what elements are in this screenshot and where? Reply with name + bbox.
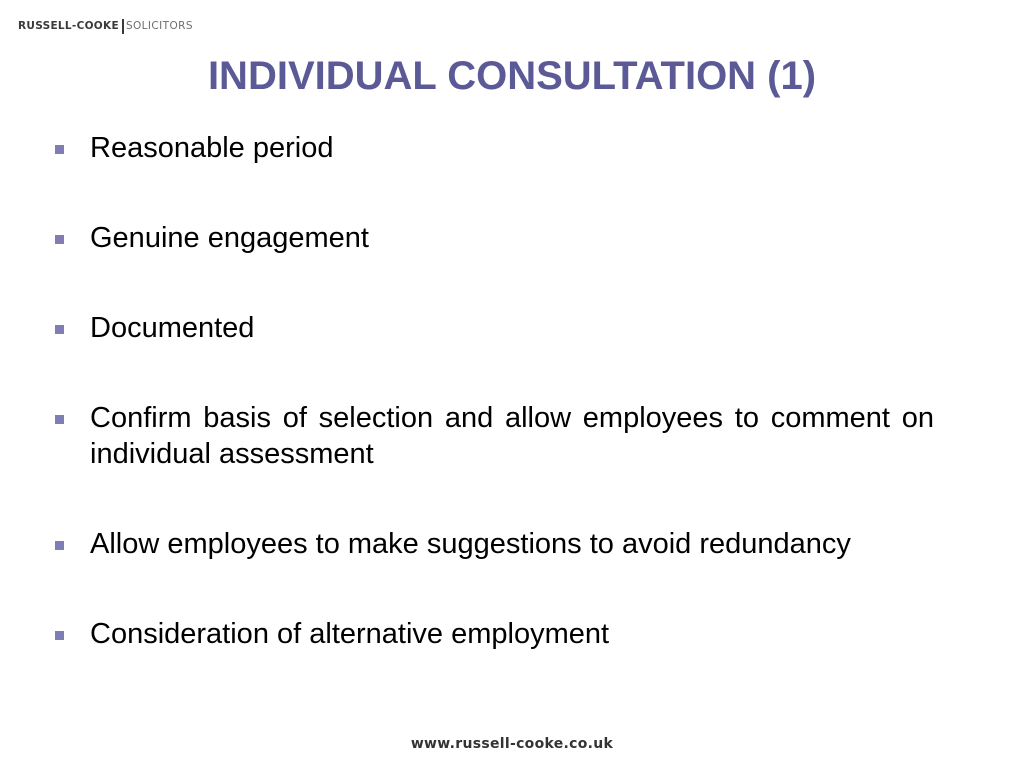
square-bullet-icon	[55, 145, 64, 154]
bullet-text: Genuine engagement	[90, 222, 369, 254]
bullet-item	[52, 220, 934, 256]
slide-title: INDIVIDUAL CONSULTATION (1)	[207, 54, 817, 98]
square-bullet-icon	[55, 631, 64, 640]
bullet-item	[52, 130, 934, 166]
square-bullet-icon	[55, 541, 64, 550]
bullet-item	[52, 400, 934, 472]
bullet-list	[52, 130, 934, 706]
bullet-item	[52, 526, 934, 562]
square-bullet-icon	[55, 415, 64, 424]
bullet-item	[52, 310, 934, 346]
bullet-text: Confirm basis of selection and allow employees to comment on individual assessment	[90, 402, 934, 470]
bullet-text: Documented	[90, 312, 255, 344]
logo-firm-type: SOLICITORS	[125, 20, 193, 32]
logo-firm-name: RUSSELL-COOKE	[18, 20, 119, 32]
logo-divider	[122, 19, 124, 34]
bullet-item	[52, 616, 934, 652]
footer-website: www.russell-cooke.co.uk	[410, 736, 614, 752]
square-bullet-icon	[55, 325, 64, 334]
firm-logo	[18, 18, 193, 34]
bullet-text: Reasonable period	[90, 132, 334, 164]
bullet-text: Allow employees to make suggestions to avoid redundancy	[90, 528, 851, 560]
bullet-text: Consideration of alternative employment	[90, 618, 610, 650]
square-bullet-icon	[55, 235, 64, 244]
